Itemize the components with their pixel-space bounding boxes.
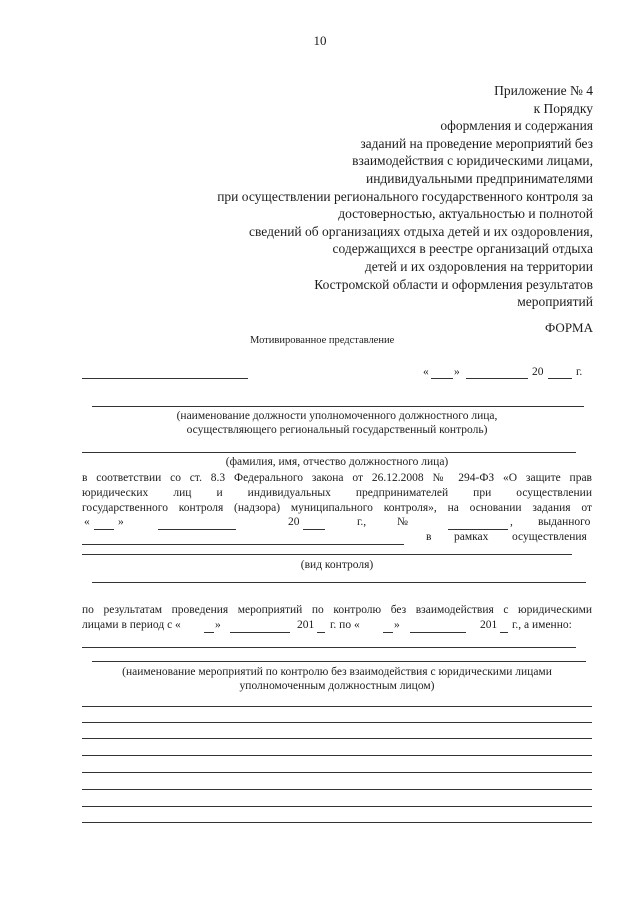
full-name-line[interactable] — [82, 452, 576, 453]
activities-line-2[interactable] — [92, 661, 586, 662]
date-close-quote: » — [454, 366, 460, 378]
document-title: Мотивированное представление — [250, 335, 395, 346]
period-from-year-blank[interactable] — [317, 632, 325, 633]
day-blank[interactable] — [431, 378, 453, 379]
header-line: при осуществлении регионального государственного контроля за — [217, 188, 593, 204]
period-to-day-blank[interactable] — [383, 632, 393, 633]
body-line: юридических лиц и индивидуальных предпринимателей при осуществлении — [82, 487, 592, 499]
header-line: индивидуальными предпринимателями — [365, 170, 593, 186]
body-line: по результатам проведения мероприятий по контролю без взаимодействия с юридическими — [82, 604, 592, 616]
blank-line[interactable] — [82, 822, 592, 823]
place-blank[interactable] — [82, 378, 248, 379]
control-type-line-2[interactable] — [92, 582, 586, 583]
period-to-label: г. по « — [330, 619, 360, 631]
blank-line[interactable] — [82, 706, 592, 707]
header-line: мероприятий — [517, 294, 593, 310]
activities-caption: (наименование мероприятий по контролю без взаимодействия с юридическими лицами — [122, 666, 552, 678]
task-year-prefix: 20 — [288, 516, 300, 528]
blank-line[interactable] — [82, 738, 592, 739]
appendix-header — [217, 82, 593, 311]
header-line: заданий на проведение мероприятий без — [360, 135, 593, 151]
header-line: Костромской области и оформления результатов — [314, 276, 593, 292]
year-suffix: г. — [576, 366, 583, 378]
page-number: 10 — [313, 33, 327, 48]
activities-caption-2: уполномоченным должностным лицом) — [239, 680, 435, 692]
header-line: взаимодействия с юридическими лицами, — [352, 153, 593, 169]
period-from-year-prefix: 201 — [297, 619, 315, 631]
control-type-caption: (вид контроля) — [300, 559, 374, 571]
task-number-blank[interactable] — [448, 529, 508, 530]
issued-word: выданного — [538, 516, 591, 528]
task-date-open-quote: « — [84, 516, 90, 528]
period-to-close-quote: » — [394, 619, 400, 631]
official-position-line[interactable] — [92, 406, 584, 407]
task-year-blank[interactable] — [303, 529, 325, 530]
task-day-blank[interactable] — [94, 529, 114, 530]
within-word-osush: осуществления — [512, 531, 587, 543]
full-name-caption: (фамилия, имя, отчество должностного лица) — [225, 456, 449, 468]
blank-line[interactable] — [82, 789, 592, 790]
official-position-caption: (наименование должности уполномоченного должностного лица, — [176, 410, 498, 422]
year-prefix: 20 — [532, 366, 544, 378]
blank-line[interactable] — [82, 772, 592, 773]
period-from-month-blank[interactable] — [230, 632, 290, 633]
blank-line[interactable] — [82, 722, 592, 723]
month-blank[interactable] — [466, 378, 528, 379]
period-from-close-quote: » — [215, 619, 221, 631]
period-to-month-blank[interactable] — [410, 632, 466, 633]
header-line: оформления и содержания — [440, 118, 593, 134]
official-position-caption-2: осуществляющего региональный государственный контроль) — [186, 424, 488, 436]
task-number-comma: , — [510, 516, 513, 528]
header-line: к Порядку — [533, 100, 593, 116]
year-blank[interactable] — [548, 378, 572, 379]
period-end-label: г., а именно: — [512, 619, 572, 631]
header-line: сведений об организациях отдыха детей и их оздоровления, — [249, 223, 593, 239]
period-to-year-blank[interactable] — [500, 632, 508, 633]
blank-line[interactable] — [82, 755, 592, 756]
period-from-label: лицами в период с « — [82, 619, 181, 631]
control-type-line[interactable] — [82, 554, 572, 555]
period-from-day-blank[interactable] — [204, 632, 214, 633]
task-date-close-quote: » — [118, 516, 124, 528]
task-month-blank[interactable] — [158, 529, 236, 530]
task-number-sign: № — [397, 516, 408, 528]
within-word-ramkah: рамках — [454, 531, 489, 543]
header-line: детей и их оздоровления на территории — [364, 258, 593, 274]
body-line: в соответствии со ст. 8.3 Федерального закона от 26.12.2008 № 294-ФЗ «О защите прав — [82, 472, 592, 484]
issued-by-line[interactable] — [82, 544, 404, 545]
header-line: достоверностью, актуальностью и полнотой — [338, 206, 593, 222]
header-line: содержащихся в реестре организаций отдыха — [332, 241, 593, 257]
header-line: Приложение № 4 — [494, 83, 593, 98]
activities-line[interactable] — [82, 647, 576, 648]
within-word-v: в — [426, 531, 432, 543]
body-line: государственного контроля (надзора) муниципального контроля», на основании задания от — [82, 502, 592, 514]
blank-line[interactable] — [82, 806, 592, 807]
date-open-quote: « — [423, 366, 429, 378]
task-year-suffix: г., — [357, 516, 367, 528]
period-to-year-prefix: 201 — [480, 619, 498, 631]
form-label: ФОРМА — [545, 320, 593, 335]
